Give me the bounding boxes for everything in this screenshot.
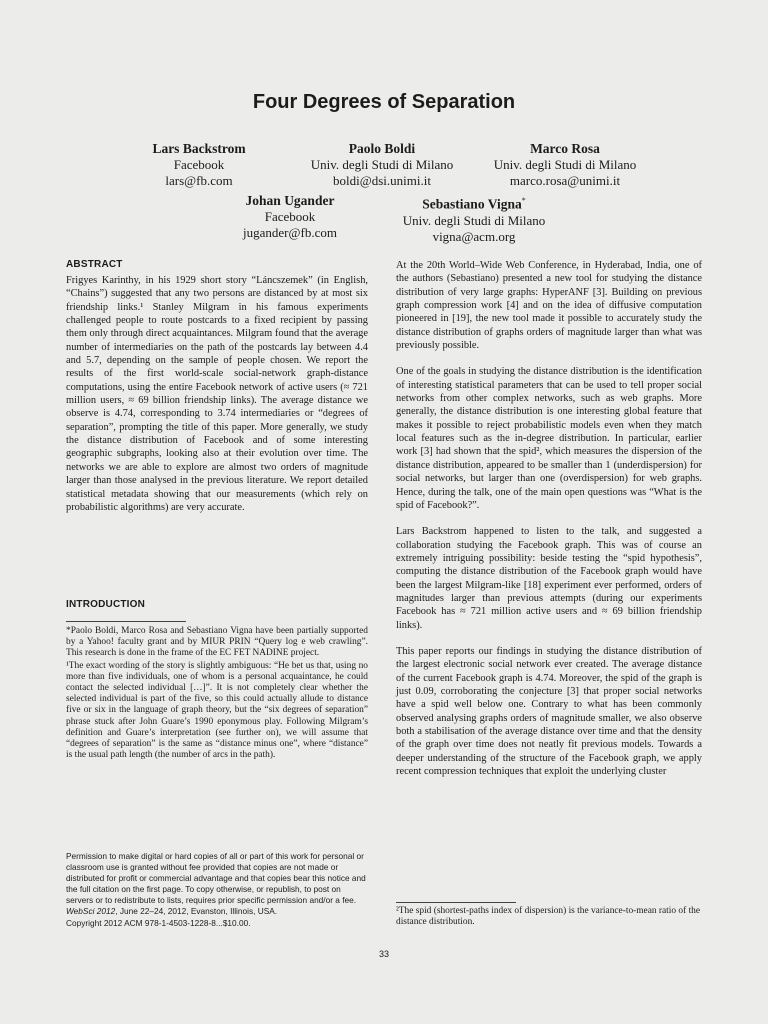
author-email: marco.rosa@unimi.it bbox=[509, 173, 621, 188]
permission-text: Permission to make digital or hard copies of all or part of this work for personal or classroom use is granted without fee provided that copies are not made or distributed for profit or commercial advantage and that copies bear this notice and the full citation on the first page. To copy otherwise, or republish, to post on servers or to redistribute to lists, requires prior specific permission and/or a fee. bbox=[66, 851, 366, 906]
author-name: Lars Backstrom bbox=[152, 141, 246, 156]
author-name bbox=[374, 193, 574, 213]
copyright-line: Copyright 2012 ACM 978-1-4503-1228-8...$10.00. bbox=[66, 917, 251, 928]
permission-block bbox=[66, 851, 368, 929]
author-name: Johan Ugander bbox=[245, 193, 335, 208]
author-block bbox=[99, 141, 299, 189]
author-block bbox=[465, 141, 665, 189]
conference-name: WebSci 2012 bbox=[66, 906, 116, 917]
introduction-heading: INTRODUCTION bbox=[66, 599, 146, 610]
conference-line bbox=[66, 906, 368, 917]
author-name: Marco Rosa bbox=[530, 141, 600, 156]
footnote-star: *Paolo Boldi, Marco Rosa and Sebastiano Vigna have been partially supported by a Yahoo! faculty grant and by MIUR PRIN “Query log e web crawling”. This research is done in the frame of the EC FET NADINE project. bbox=[66, 626, 368, 659]
author-block bbox=[374, 193, 574, 245]
author-affiliation: Facebook bbox=[173, 157, 225, 172]
footnote-rule bbox=[396, 902, 516, 903]
author-name-text: Sebastiano Vigna bbox=[422, 196, 522, 212]
author-affiliation: Facebook bbox=[264, 209, 316, 224]
author-name: Paolo Boldi bbox=[348, 141, 416, 156]
author-block bbox=[282, 141, 482, 189]
intro-paragraph-1: At the 20th World–Wide Web Conference, in Hyderabad, India, one of the authors (Sebastiano) presented a new tool for studying the distance distribution of very large graphs: HyperANF [3]. Building on previous graph compression work [4] and on the idea of diffusive computation pioneered in [19], the new tool made it possible to accurately study the distance distribution of graphs orders of magnitude larger than what was previously possible. bbox=[396, 260, 702, 352]
footnote-rule bbox=[66, 621, 186, 622]
author-affiliation: Univ. degli Studi di Milano bbox=[402, 212, 546, 228]
author-affiliation: Univ. degli Studi di Milano bbox=[310, 157, 454, 172]
footnote-1: ¹The exact wording of the story is slightly ambiguous: “He bet us that, using no more than five individuals, one of whom is a personal acquaintance, he could contact the selected individual […]”. It is not completely clear whether the selected individual is part of the five, so this could actually allude to distance five or six in the language of graph theory, but the “six degrees of separation” phrase stuck after John Guare’s 1990 eponymous play. Following Milgram’s definition and Guare’s interpretation (see further on), we will assume that “degrees of separation” is the same as “distance minus one”, where “distance” is the usual path length (the number of arcs in the path). bbox=[66, 660, 368, 761]
abstract-text: Frigyes Karinthy, in his 1929 short story “Láncszemek” (in English, “Chains”) suggested that any two persons are distanced by at most six friendship links.¹ Stanley Milgram in his famous experiments challenged people to route postcards to a fixed recipient by passing them only through direct acquaintances. Milgram found that the average number of intermediaries on the path of the postcards lay between 4.4 and 5.7, depending on the sample of people chosen. We report the results of the first world-scale social-network graph-distance computations, using the entire Facebook network of active users (≈ 721 million users, ≈ 69 billion friendship links). The average distance we observe is 4.74, corresponding to 3.74 intermediaries or “degrees of separation”, prompting the title of this paper. More generally, we study the distance distribution of Facebook and of some interesting geographic subgraphs, looking also at their evolution over time. The networks we are able to explore are almost two orders of magnitude larger than those analysed in the previous literature. We report detailed statistical metadata showing that our measurements (which rely on probabilistic algorithms) are very accurate. bbox=[66, 275, 368, 513]
intro-paragraph-4: This paper reports our findings in studying the distance distribution of the largest electronic social network ever created. The average distance of the current Facebook graph is 4.74. Moreover, the spid of the graph is just 0.09, corroborating the conjecture [3] that proper social networks have a spid well below one. Contrary to what has been commonly observed analysing graphs orders of magnitude smaller, we also observe both a stabilisation of the average distance over time and that the density of the graph over time does not neatly fit previous models. Towards a deeper understanding of the structure of the Facebook graph, we apply recent compression techniques that exploit the underlying cluster bbox=[396, 645, 702, 778]
conference-details: , June 22–24, 2012, Evanston, Illinois, USA. bbox=[115, 906, 278, 917]
introduction-column bbox=[396, 259, 702, 778]
intro-paragraph-3: Lars Backstrom happened to listen to the talk, and suggested a collaboration studying the Facebook graph. This was of course an extremely intriguing possibility: beside testing the “spid hypothesis”, computing the distance distribution of the Facebook graph would have been the largest Milgram-like [18] experiment ever performed, orders of magnitudes larger than previous attempts (during our experiments Facebook has ≈ 721 million active users and ≈ 69 billion friendship links). bbox=[396, 526, 702, 631]
author-email: jugander@fb.com bbox=[243, 225, 337, 240]
paper-title: Four Degrees of Separation bbox=[252, 91, 516, 113]
intro-paragraph-2: One of the goals in studying the distance distribution is the identification of interesting statistical parameters that can be used to tell proper social networks from other complex networks, such as web graphs. More generally, the distance distribution is one interesting global feature that makes it possible to reject probabilistic models even when they match local features such as the in-degree distribution. In particular, earlier work [3] had shown that the spid², which measures the dispersion of the distance distribution, appeared to be smaller than 1 (underdispersion) for social networks, but larger than one (overdispersion) for web graphs. Hence, during the talk, one of the main open questions was “What is the spid of Facebook?”. bbox=[396, 366, 702, 511]
footnotes-left bbox=[66, 626, 368, 761]
author-block bbox=[190, 193, 390, 241]
author-affiliation: Univ. degli Studi di Milano bbox=[493, 157, 637, 172]
footnote-2: ²The spid (shortest-paths index of dispersion) is the variance-to-mean ratio of the distance distribution. bbox=[396, 906, 701, 928]
author-email: lars@fb.com bbox=[165, 173, 233, 188]
abstract-heading: ABSTRACT bbox=[66, 259, 123, 270]
page-number: 33 bbox=[378, 949, 389, 959]
abstract-column bbox=[66, 274, 368, 514]
author-email: boldi@dsi.unimi.it bbox=[333, 173, 431, 188]
author-footnote-mark: * bbox=[521, 196, 526, 205]
author-email: vigna@acm.org bbox=[432, 228, 516, 244]
